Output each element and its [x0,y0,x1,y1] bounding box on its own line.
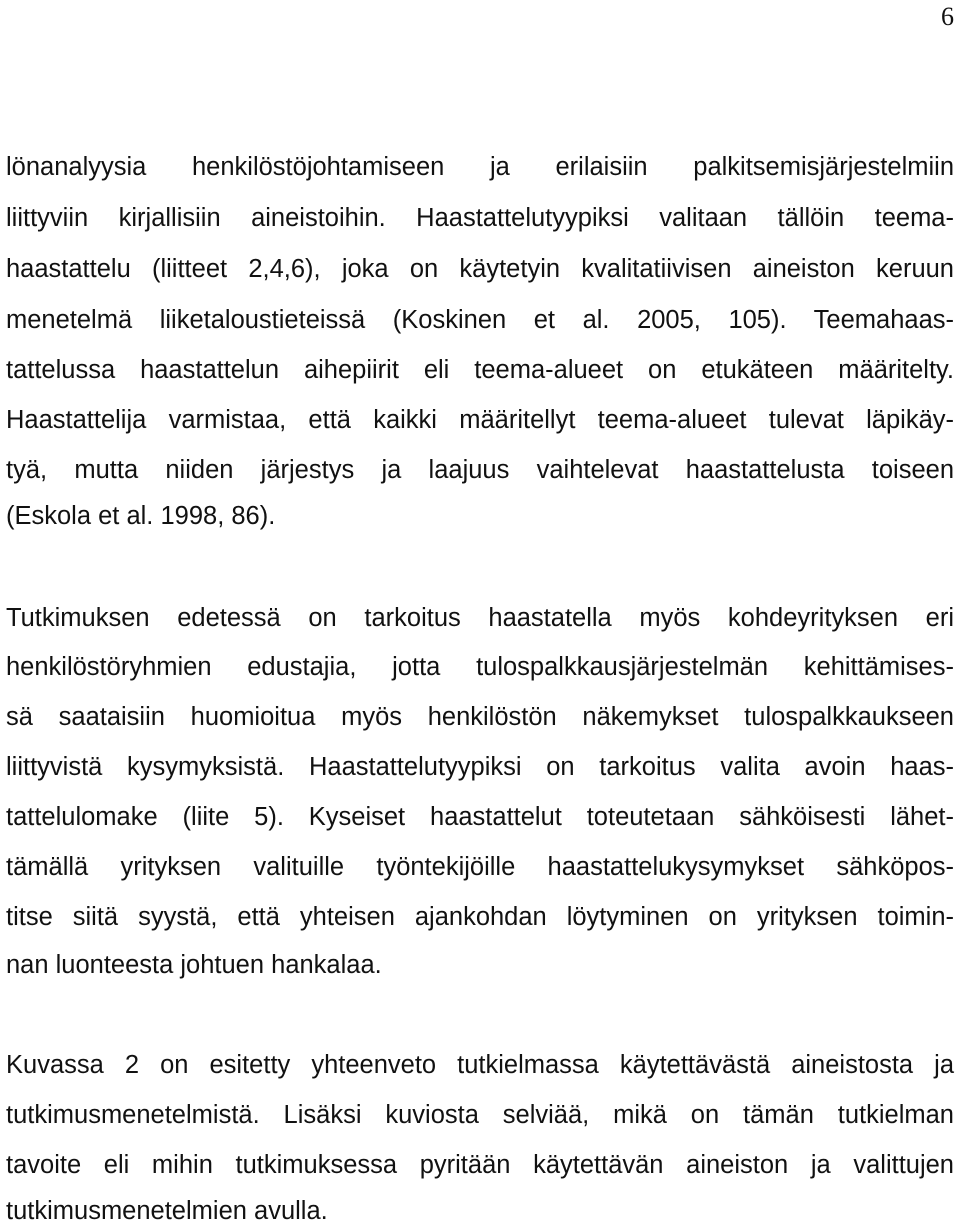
paragraph-1-line-2: liittyviin kirjallisiin aineistoihin. Haastattelutyypiksi valitaan tällöin teema- [6,204,954,232]
paragraph-2-line-6: tämällä yrityksen valituille työntekijöille haastattelukysymykset sähköpos- [6,853,954,881]
paragraph-1-line-7: tyä, mutta niiden järjestys ja laajuus vaihtelevat haastattelusta toiseen [6,456,954,484]
paragraph-3-line-2: tutkimusmenetelmistä. Lisäksi kuviosta selviää, mikä on tämän tutkielman [6,1101,954,1129]
paragraph-2-line-2: henkilöstöryhmien edustajia, jotta tulospalkkausjärjestelmän kehittämises- [6,653,954,681]
paragraph-3-line-4: tutkimusmenetelmien avulla. [6,1197,328,1225]
page-number: 6 [941,2,954,31]
paragraph-2-line-5: tattelulomake (liite 5). Kyseiset haastattelut toteutetaan sähköisesti lähet- [6,803,954,831]
paragraph-2-line-7: titse siitä syystä, että yhteisen ajankohdan löytyminen on yrityksen toimin- [6,903,954,931]
paragraph-1-line-1: lönanalyysia henkilöstöjohtamiseen ja erilaisiin palkitsemisjärjestelmiin [6,153,954,181]
paragraph-2-line-8: nan luonteesta johtuen hankalaa. [6,951,382,979]
paragraph-1-line-5: tattelussa haastattelun aihepiirit eli teema-alueet on etukäteen määritelty. [6,356,954,384]
paragraph-1-line-4: menetelmä liiketaloustieteissä (Koskinen et al. 2005, 105). Teemahaas- [6,306,954,334]
paragraph-2-line-4: liittyvistä kysymyksistä. Haastattelutyypiksi on tarkoitus valita avoin haas- [6,753,954,781]
paragraph-3-line-1: Kuvassa 2 on esitetty yhteenveto tutkielmassa käytettävästä aineistosta ja [6,1051,954,1079]
paragraph-2-line-3: sä saataisiin huomioitua myös henkilöstön näkemykset tulospalkkaukseen [6,703,954,731]
paragraph-1-line-3: haastattelu (liitteet 2,4,6), joka on käytetyin kvalitatiivisen aineiston keruun [6,255,954,283]
paragraph-1-line-6: Haastattelija varmistaa, että kaikki määritellyt teema-alueet tulevat läpikäy- [6,406,954,434]
paragraph-2-line-1: Tutkimuksen edetessä on tarkoitus haastatella myös kohdeyrityksen eri [6,604,954,632]
paragraph-3-line-3: tavoite eli mihin tutkimuksessa pyritään käytettävän aineiston ja valittujen [6,1151,954,1179]
paragraph-1-line-8: (Eskola et al. 1998, 86). [6,502,276,530]
